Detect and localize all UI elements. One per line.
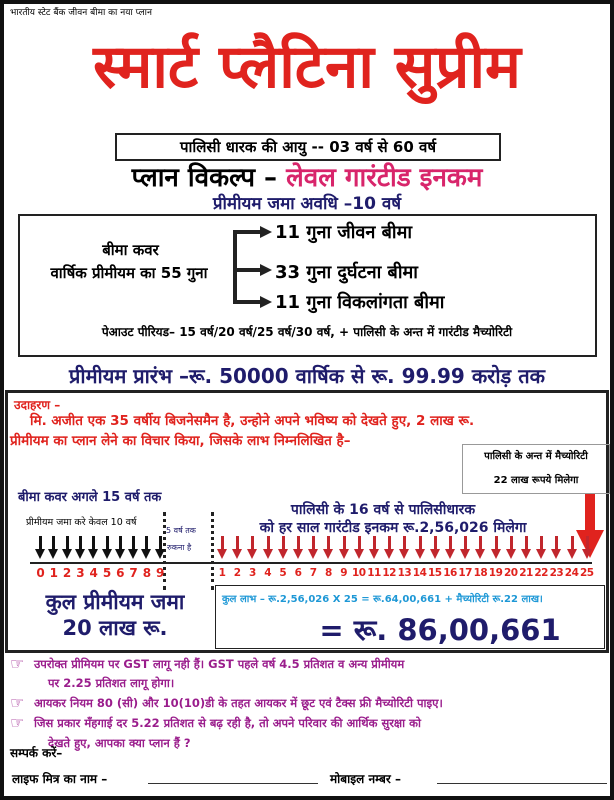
name-field[interactable]	[148, 783, 318, 784]
year-label: 22	[534, 567, 548, 579]
year-label: 25	[579, 567, 594, 579]
income-arrow-icon	[430, 549, 440, 559]
premium-arrow-shaft	[119, 536, 122, 550]
income-arrow-icon	[308, 549, 318, 559]
plan-label: प्लान विकल्प –	[131, 163, 278, 193]
income-arrow-icon	[415, 549, 425, 559]
income-arrow-icon	[491, 549, 501, 559]
year-label: 0	[36, 566, 45, 580]
premium-arrow-icon	[102, 549, 112, 559]
premium-arrow-shaft	[79, 536, 82, 550]
year-label: 9	[340, 567, 347, 579]
premium-arrow-shaft	[145, 536, 148, 550]
income-arrow-icon	[354, 549, 364, 559]
premium-arrow-icon	[141, 549, 151, 559]
income-arrow-shaft	[434, 536, 437, 550]
year-label: 7	[129, 566, 138, 580]
income-line-1: पालिसी के 16 वर्ष से पालिसीधारक	[290, 502, 476, 518]
income-arrow-shaft	[464, 536, 467, 550]
income-arrow-shaft	[510, 536, 513, 550]
timeline-axis	[30, 562, 592, 564]
mobile-label: मोबाइल नम्बर –	[330, 772, 401, 786]
income-arrow-shaft	[479, 536, 482, 550]
mobile-field[interactable]	[437, 783, 607, 784]
maturity-arrow-shaft	[585, 494, 595, 532]
income-arrow-shaft	[449, 536, 452, 550]
year-label: 19	[488, 567, 503, 579]
premium-arrow-shaft	[159, 536, 162, 550]
year-label: 20	[503, 567, 518, 579]
payout-period: पेआउट पीरियड– 15 वर्ष/20 वर्ष/25 वर्ष/30 वर्ष, + पालिसी के अन्त में गारंटीड मैच्योरिटी	[101, 325, 513, 339]
cover-period: बीमा कवर अगले 15 वर्ष तक	[18, 490, 162, 505]
income-arrow-shaft	[388, 536, 391, 550]
cover-label: बीमा कवर	[102, 241, 159, 259]
premium-arrow-icon	[35, 549, 45, 559]
income-arrow-shaft	[419, 536, 422, 550]
note-line: जिस प्रकार मँहगाई दर 5.22 प्रतिशत से बढ़ रही है, तो अपने परिवार की आर्थिक सुरक्षा को	[34, 716, 421, 730]
income-arrow-shaft	[327, 536, 330, 550]
income-arrow-icon	[582, 549, 592, 559]
year-label: 7	[309, 567, 317, 579]
premium-arrow-icon	[128, 549, 138, 559]
income-arrow-shaft	[251, 536, 254, 550]
premium-arrow-icon	[62, 549, 72, 559]
premium-arrow-shaft	[39, 536, 42, 550]
year-label: 17	[458, 567, 472, 579]
year-label: 21	[519, 567, 533, 579]
year-label: 3	[76, 566, 85, 580]
branch-line	[233, 300, 263, 304]
income-arrow-icon	[323, 549, 333, 559]
cover-multiple: वार्षिक प्रीमीयम का 55 गुना	[50, 264, 208, 282]
income-arrow-shaft	[571, 536, 574, 550]
tagline: भारतीय स्टेट बैंक जीवन बीमा का नया प्लान	[10, 8, 153, 18]
age-box: पालिसी धारक की आयु -- 03 वर्ष से 60 वर्ष	[115, 133, 501, 161]
pointing-hand-icon: ☞	[10, 693, 25, 712]
year-label: 13	[397, 567, 412, 579]
premium-arrow-icon	[155, 549, 165, 559]
year-label: 5	[102, 566, 112, 580]
premium-arrow-shaft	[106, 536, 109, 550]
name-label: लाइफ मित्र का नाम –	[12, 772, 108, 786]
income-arrow-icon	[551, 549, 561, 559]
maturity-box	[462, 444, 610, 494]
year-label: 8	[324, 567, 332, 579]
pay-label: प्रीमीयम जमा करे केवल 10 वर्ष	[26, 517, 137, 528]
cover-item-disability: 11 गुना विकलांगता बीमा	[275, 292, 445, 313]
maturity-line-1: पालिसी के अन्त में मैच्योरिटी	[484, 451, 588, 462]
premium-arrow-shaft	[132, 536, 135, 550]
year-label: 4	[89, 566, 98, 580]
income-arrow-icon	[475, 549, 485, 559]
note-line: आयकर नियम 80 (सी) और 10(10)डी के तहत आयकर में छूट एवं टैक्स फ्री मैच्योरिटी पाइए।	[34, 696, 443, 710]
pointing-hand-icon: ☞	[10, 654, 25, 673]
income-arrow-shaft	[267, 536, 270, 550]
year-label: 24	[564, 567, 579, 579]
benefit-calc: कुल लाभ – रू.2,56,026 X 25 = रू.64,00,661 + मैच्योरिटी रू.22 लाख।	[222, 594, 543, 605]
income-arrow-icon	[460, 549, 470, 559]
year-label: 1	[49, 566, 58, 580]
note-line: पर 2.25 प्रतिशत लागू होगा।	[48, 676, 175, 690]
income-arrow-shaft	[282, 536, 285, 550]
arrow-right-icon	[260, 226, 272, 238]
total-premium-value: 20 लाख रू.	[62, 616, 168, 640]
income-arrow-shaft	[297, 536, 300, 550]
year-label: 12	[382, 567, 396, 579]
arrow-right-icon	[260, 296, 272, 308]
premium-arrow-shaft	[66, 536, 69, 550]
year-label: 3	[248, 567, 256, 579]
wait-line-1: 5 वर्ष तक	[166, 526, 196, 535]
income-arrow-icon	[247, 549, 257, 559]
income-arrow-shaft	[312, 536, 315, 550]
premium-start: प्रीमीयम प्रारंभ –रू. 50000 वार्षिक से रू. 99.99 करोड़ तक	[69, 364, 545, 388]
premium-arrow-shaft	[52, 536, 55, 550]
year-label: 23	[549, 567, 564, 579]
year-label: 10	[351, 567, 366, 579]
income-arrow-icon	[399, 549, 409, 559]
income-arrow-shaft	[555, 536, 558, 550]
income-arrow-icon	[263, 549, 273, 559]
premium-term: प्रीमीयम जमा अवधि –10 वर्ष	[212, 194, 402, 214]
premium-arrow-icon	[88, 549, 98, 559]
year-label: 1	[218, 567, 226, 579]
income-arrow-icon	[278, 549, 288, 559]
income-arrow-icon	[445, 549, 455, 559]
year-label: 6	[294, 567, 302, 579]
income-arrow-icon	[369, 549, 379, 559]
year-label: 11	[367, 567, 381, 579]
income-arrow-icon	[217, 549, 227, 559]
income-arrow-shaft	[358, 536, 361, 550]
income-arrow-shaft	[343, 536, 346, 550]
year-label: 14	[412, 567, 427, 579]
premium-arrow-icon	[75, 549, 85, 559]
note-line: उपरोक्त प्रीमियम पर GST लागू नही हैं। GST पहले वर्ष 4.5 प्रतिशत व अन्य प्रीमीयम	[34, 657, 405, 671]
total-premium-label: कुल प्रीमीयम जमा	[45, 590, 185, 614]
income-arrow-icon	[567, 549, 577, 559]
income-arrow-icon	[521, 549, 531, 559]
income-arrow-icon	[339, 549, 349, 559]
year-label: 8	[142, 566, 152, 580]
year-label: 16	[443, 567, 457, 579]
year-label: 4	[264, 567, 271, 579]
year-label: 2	[233, 567, 241, 579]
maturity-line-2: 22 लाख रूपये मिलेगा	[493, 475, 579, 486]
example-heading: उदाहरण –	[14, 398, 61, 412]
year-label: 2	[62, 566, 72, 580]
income-arrow-shaft	[525, 536, 528, 550]
arrow-right-icon	[260, 264, 272, 276]
premium-arrow-icon	[115, 549, 125, 559]
year-label: 15	[427, 567, 442, 579]
income-arrow-icon	[293, 549, 303, 559]
benefit-total: = रू. 86,00,661	[319, 613, 561, 647]
premium-arrow-shaft	[92, 536, 95, 550]
contact-heading: सम्पर्क करें–	[10, 746, 63, 760]
example-line-1: मि. अजीत एक 35 वर्षीय बिजनेसमैन है, उन्होने अपने भविष्य को देखते हुए, 2 लाख रू.	[30, 413, 475, 429]
page-title: स्मार्ट प्लैटिना सुप्रीम	[93, 32, 521, 102]
year-label: 18	[473, 567, 488, 579]
income-arrow-icon	[506, 549, 516, 559]
year-label: 6	[116, 566, 125, 580]
cover-item-accident: 33 गुना दुर्घटना बीमा	[275, 262, 418, 283]
pointing-hand-icon: ☞	[10, 713, 25, 732]
income-arrow-icon	[384, 549, 394, 559]
income-arrow-shaft	[221, 536, 224, 550]
year-label: 5	[279, 567, 287, 579]
income-arrow-shaft	[403, 536, 406, 550]
plan-option	[0, 163, 614, 193]
year-label: 9	[156, 566, 165, 580]
income-line-2: को हर साल गारंटीड इनकम रू.2,56,026 मिलेगा	[259, 520, 527, 536]
income-arrow-icon	[536, 549, 546, 559]
branch-line	[233, 268, 263, 272]
income-arrow-shaft	[373, 536, 376, 550]
example-line-2: प्रीमीयम का प्लान लेने का विचार किया, जिसके लाभ निम्नलिखित है–	[10, 433, 351, 449]
premium-arrow-icon	[48, 549, 58, 559]
income-arrow-icon	[232, 549, 242, 559]
plan-value: लेवल गारंटीड इनकम	[286, 163, 483, 193]
cover-item-life: 11 गुना जीवन बीमा	[275, 222, 413, 243]
income-arrow-shaft	[236, 536, 239, 550]
income-arrow-shaft	[495, 536, 498, 550]
wait-line-2: रुकना है	[167, 543, 192, 552]
income-arrow-shaft	[540, 536, 543, 550]
note-line: देखते हुए, आपका क्या प्लान हैं ?	[48, 736, 191, 750]
income-arrow-shaft	[586, 536, 589, 550]
branch-line	[233, 230, 263, 234]
